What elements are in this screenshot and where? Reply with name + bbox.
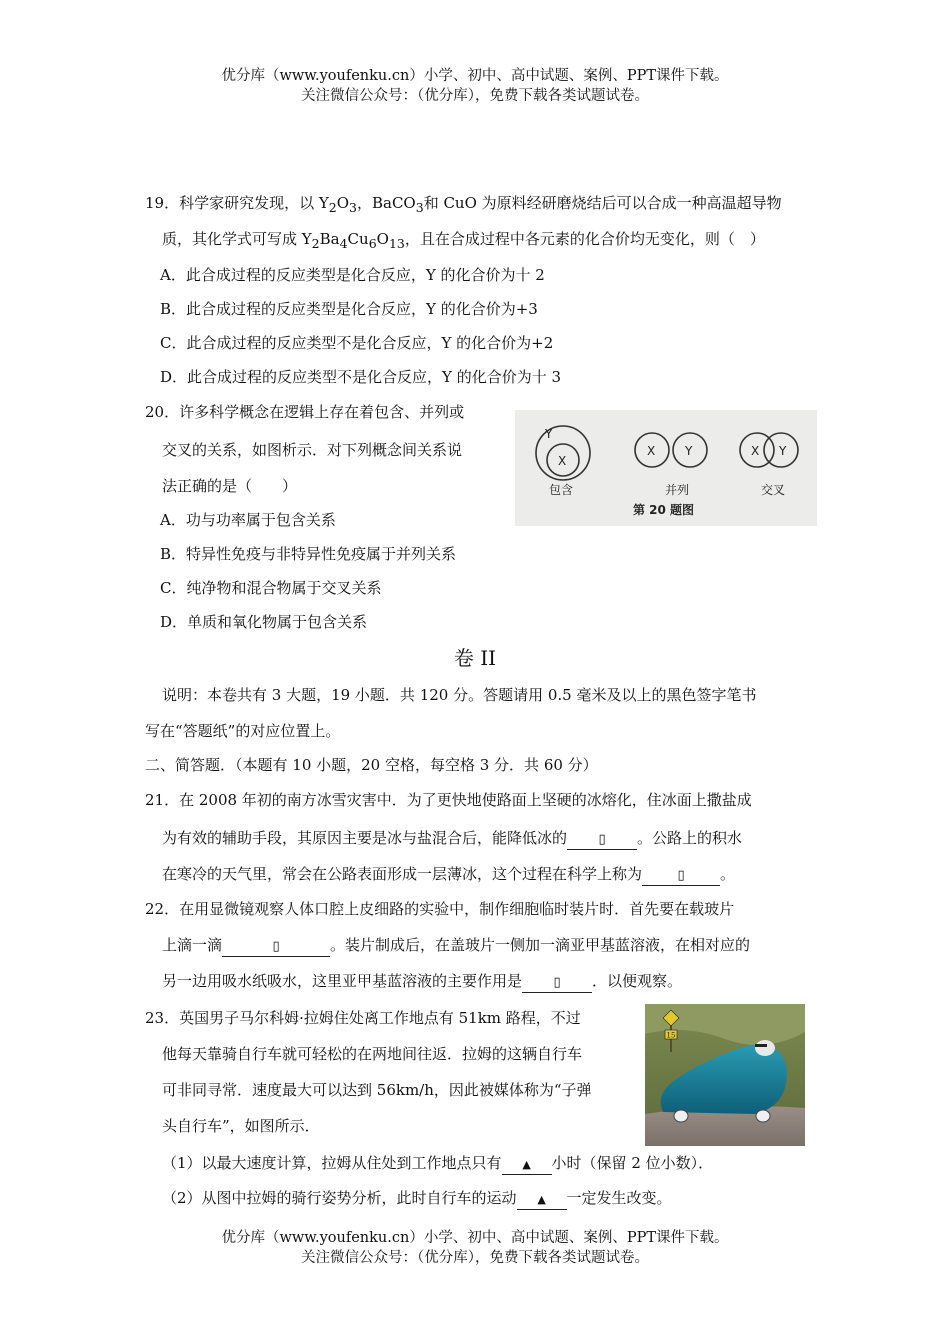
q23-sub-2: （2）从图中拉姆的骑行姿势分析，此时自行车的运动 ▲ 一定发生改变。 — [162, 1187, 672, 1210]
contain-x-label: X — [558, 454, 567, 468]
cross-caption: 交叉 — [761, 483, 786, 497]
q21-answer-blank-1[interactable]: ▯ — [567, 829, 637, 850]
cross-x-label: X — [751, 444, 760, 458]
figure-caption: 第 20 题图 — [633, 503, 695, 517]
q23-answer-blank-2[interactable]: ▲ — [517, 1189, 567, 1210]
q21-line-3: 在寒冷的天气里，常会在公路表面形成一层薄冰，这个过程在科学上称为 ▯ 。 — [162, 863, 735, 886]
cross-y-label: Y — [779, 444, 787, 458]
section-note-line-2: 写在“答题纸”的对应位置上。 — [145, 722, 341, 740]
q20-figure — [515, 410, 817, 526]
q23-sub-1: （1）以最大速度计算，拉姆从住处到工作地点只有 ▲ 小时（保留 2 位小数）． — [162, 1152, 713, 1175]
q22-line-3: 另一边用吸水纸吸水，这里亚甲基蓝溶液的主要作用是 ▯ ．以便观察。 — [162, 970, 682, 993]
q23-answer-blank-1[interactable]: ▲ — [502, 1154, 552, 1175]
footer-line-2: 关注微信公众号：（优分库），免费下载各类试题试卷。 — [301, 1250, 649, 1266]
q20-option-c: C．纯净物和混合物属于交叉关系 — [160, 579, 382, 597]
venn-diagrams — [515, 410, 817, 526]
q23-line-4: 头自行车”，如图所示． — [162, 1117, 320, 1135]
parallel-y-label: Y — [685, 444, 693, 458]
q19-option-d: D．此合成过程的反应类型不是化合反应，Y 的化合价为十 3 — [160, 368, 562, 386]
q22-line-1: 22．在用显微镜观察人体口腔上皮细路的实验中，制作细胞临时装片时．首先要在载玻片 — [145, 900, 735, 918]
q21-line-1: 21．在 2008 年初的南方冰雪灾害中．为了更快地使路面上坚硬的冰熔化，住冰面上撒盐成 — [145, 791, 752, 809]
q19-stem-line-2: 质，其化学式可写成 $Y_2Ba_4Cu_6O_{13}$，且在合成过程中各元素的化合价均无变化，则（ ） — [162, 230, 765, 251]
header-line-1: 优分库（www.youfenku.cn）小学、初中、高中试题、案例、PPT课件下载。 — [221, 68, 729, 84]
q20-stem-line-1: 20．许多科学概念在逻辑上存在着包含、并列或 — [145, 403, 465, 421]
parallel-caption: 并列 — [665, 483, 690, 497]
contain-y-label: Y — [545, 427, 553, 441]
q19-option-a: A．此合成过程的反应类型是化合反应，Y 的化合价为十 2 — [160, 266, 545, 284]
q21-answer-blank-2[interactable]: ▯ — [642, 865, 720, 886]
speed-sign-text: 15 — [666, 1031, 676, 1040]
q19-option-c: C．此合成过程的反应类型不是化合反应，Y 的化合价为+2 — [160, 334, 554, 352]
section-note-line-1: 说明：本卷共有 3 大题，19 小题．共 120 分。答题请用 0.5 毫米及以上的黑色签字笔书 — [162, 686, 757, 704]
bullet-bicycle-illustration — [645, 1004, 805, 1146]
q19-stem-line-1: 19．科学家研究发现，以 $Y_2O_3$，BaCO$_3$和 CuO 为原料经研磨烧结后可以合成一种高温超导物 — [145, 194, 782, 215]
helmet-visor — [755, 1044, 767, 1047]
q20-stem-line-2: 交叉的关系，如图析示．对下列概念间关系说 — [162, 441, 463, 459]
q20-option-d: D．单质和氧化物属于包含关系 — [160, 613, 368, 631]
q23-line-2: 他每天靠骑自行车就可轻松的在两地间往返．拉姆的这辆自行车 — [162, 1045, 583, 1063]
footer-line-1: 优分库（www.youfenku.cn）小学、初中、高中试题、案例、PPT课件下载。 — [221, 1230, 729, 1246]
part-heading: 二、简答题．（本题有 10 小题，20 空格，每空格 3 分．共 60 分） — [145, 756, 598, 774]
rider-helmet — [755, 1040, 775, 1056]
q20-option-a: A．功与功率属于包含关系 — [160, 511, 336, 529]
q22-line-2: 上滴一滴 ▯ 。装片制成后，在盖玻片一侧加一滴亚甲基蓝溶液，在相对应的 — [162, 934, 750, 957]
q20-stem-line-3: 法正确的是（ ） — [162, 477, 298, 495]
q21-line-2: 为有效的辅助手段，其原因主要是冰与盐混合后，能降低冰的 ▯ 。公路上的积水 — [162, 827, 742, 850]
q22-answer-blank-2[interactable]: ▯ — [522, 972, 592, 993]
rear-wheel — [756, 1110, 770, 1122]
q19-option-b: B．此合成过程的反应类型是化合反应，Y 的化合价为+3 — [160, 300, 538, 318]
header-line-2: 关注微信公众号：（优分库），免费下载各类试题试卷。 — [301, 88, 649, 104]
page-header — [0, 66, 950, 106]
page-footer — [0, 1228, 950, 1268]
q23-line-3: 可非同寻常．速度最大可以达到 56km/h，因此被媒体称为“子弹 — [162, 1081, 592, 1099]
front-wheel — [674, 1110, 688, 1122]
q23-line-1: 23．英国男子马尔科姆·拉姆住处离工作地点有 51km 路程，不过 — [145, 1009, 581, 1027]
section-title: 卷 II — [453, 646, 497, 670]
q22-answer-blank-1[interactable]: ▯ — [222, 936, 330, 957]
bullet-bicycle-photo — [645, 1004, 805, 1146]
parallel-x-label: X — [647, 444, 656, 458]
contain-caption: 包含 — [549, 483, 574, 497]
q20-option-b: B．特异性免疫与非特异性免疫属于并列关系 — [160, 545, 457, 563]
